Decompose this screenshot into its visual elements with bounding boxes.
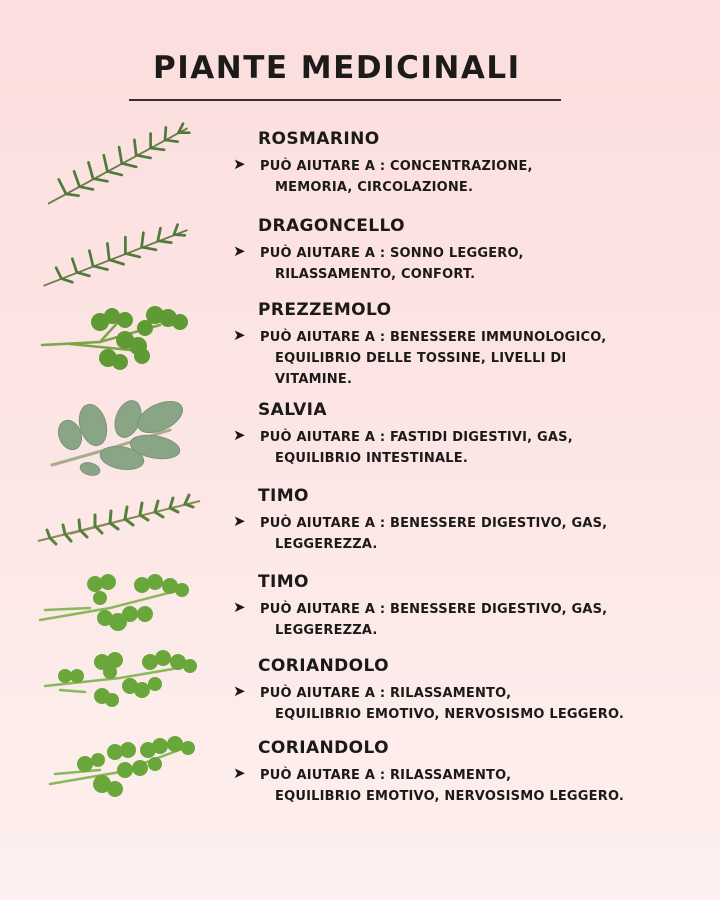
plant-name: CORIANDOLO	[258, 738, 389, 758]
arrow-bullet-icon: ➤	[233, 155, 246, 173]
plant-name: TIMO	[258, 572, 309, 592]
plant-name: PREZZEMOLO	[258, 300, 392, 320]
thyme-sprig-icon	[30, 486, 210, 556]
rosemary-sprig-icon	[30, 121, 210, 211]
benefit-line: EQUILIBRIO EMOTIVO, NERVOSISMO LEGGERO.	[275, 707, 625, 722]
benefit-line: PUÒ AIUTARE A : RILASSAMENTO,	[260, 768, 512, 783]
title-divider	[129, 99, 561, 101]
plant-benefits	[260, 513, 680, 555]
arrow-bullet-icon: ➤	[233, 242, 246, 260]
benefit-line: PUÒ AIUTARE A : SONNO LEGGERO,	[260, 246, 524, 261]
benefit-line: VITAMINE.	[275, 372, 353, 387]
plant-name: DRAGONCELLO	[258, 216, 405, 236]
plant-benefits	[260, 765, 680, 807]
page-title: PIANTE MEDICINALI	[153, 50, 521, 86]
plant-name: ROSMARINO	[258, 129, 380, 149]
arrow-bullet-icon: ➤	[233, 512, 246, 530]
benefit-line: EQUILIBRIO DELLE TOSSINE, LIVELLI DI	[275, 351, 567, 366]
benefit-line: PUÒ AIUTARE A : CONCENTRAZIONE,	[260, 159, 533, 174]
benefit-line: PUÒ AIUTARE A : BENESSERE DIGESTIVO, GAS,	[260, 516, 608, 531]
plant-name: SALVIA	[258, 400, 327, 420]
sage-sprig-icon	[30, 395, 210, 485]
cilantro-sprig-icon	[30, 570, 210, 640]
plant-benefits	[260, 599, 680, 641]
arrow-bullet-icon: ➤	[233, 326, 246, 344]
benefit-line: PUÒ AIUTARE A : RILASSAMENTO,	[260, 686, 512, 701]
plant-benefits	[260, 327, 680, 390]
plant-benefits	[260, 427, 680, 469]
tarragon-sprig-icon	[30, 212, 210, 302]
plant-benefits	[260, 243, 680, 285]
benefit-line: EQUILIBRIO INTESTINALE.	[275, 451, 468, 466]
benefit-line: MEMORIA, CIRCOLAZIONE.	[275, 180, 474, 195]
parsley-sprig-icon	[30, 300, 210, 390]
arrow-bullet-icon: ➤	[233, 682, 246, 700]
benefit-line: RILASSAMENTO, CONFORT.	[275, 267, 476, 282]
benefit-line: LEGGEREZZA.	[275, 537, 378, 552]
cilantro-sprig-icon	[30, 648, 210, 718]
benefit-line: PUÒ AIUTARE A : BENESSERE IMMUNOLOGICO,	[260, 330, 607, 345]
plant-benefits	[260, 683, 680, 725]
plant-benefits	[260, 156, 680, 198]
plant-name: CORIANDOLO	[258, 656, 389, 676]
arrow-bullet-icon: ➤	[233, 426, 246, 444]
arrow-bullet-icon: ➤	[233, 764, 246, 782]
benefit-line: PUÒ AIUTARE A : BENESSERE DIGESTIVO, GAS,	[260, 602, 608, 617]
cilantro-sprig-icon	[30, 734, 210, 804]
arrow-bullet-icon: ➤	[233, 598, 246, 616]
benefit-line: EQUILIBRIO EMOTIVO, NERVOSISMO LEGGERO.	[275, 789, 625, 804]
benefit-line: PUÒ AIUTARE A : FASTIDI DIGESTIVI, GAS,	[260, 430, 573, 445]
benefit-line: LEGGEREZZA.	[275, 623, 378, 638]
plant-name: TIMO	[258, 486, 309, 506]
